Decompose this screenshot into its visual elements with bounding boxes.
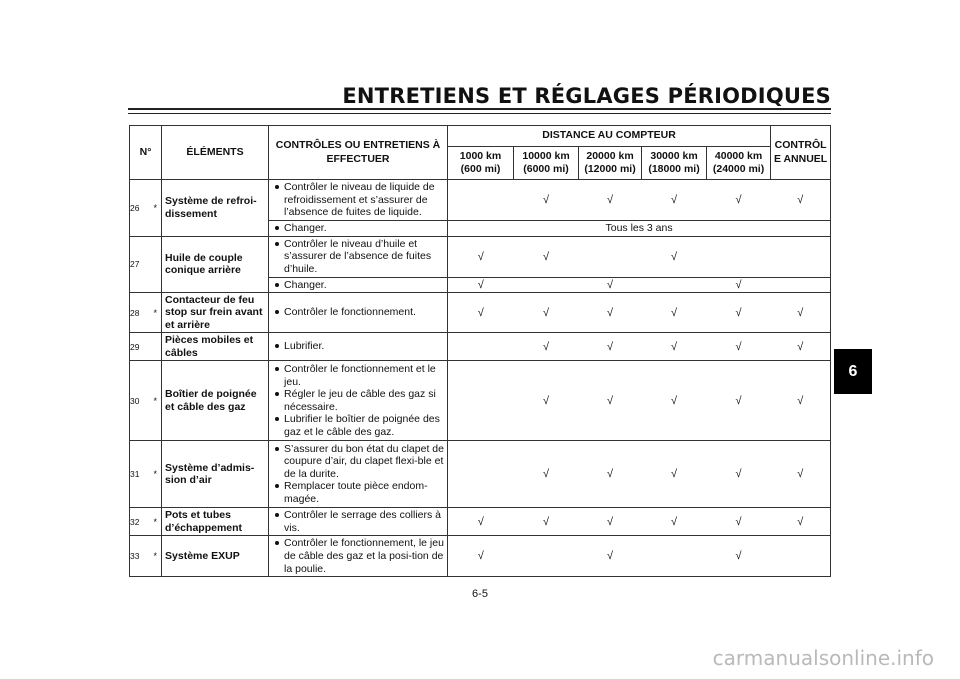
bullet-icon bbox=[275, 513, 279, 517]
header-distance-1: 1000 km (600 mi) bbox=[448, 147, 514, 180]
check-cell: √ bbox=[707, 536, 771, 577]
table-row bbox=[130, 361, 831, 441]
check-cell: √ bbox=[514, 180, 579, 221]
bullet-icon bbox=[275, 310, 279, 314]
check-cell: √ bbox=[579, 441, 642, 508]
check-cell bbox=[579, 236, 642, 277]
check-cell bbox=[771, 277, 831, 293]
table-row bbox=[130, 236, 831, 277]
row-element: Pots et tubes d’échappement bbox=[162, 508, 269, 536]
check-cell: √ bbox=[579, 293, 642, 333]
check-cell bbox=[448, 333, 514, 361]
check-cell: √ bbox=[771, 361, 831, 441]
check-cell bbox=[514, 277, 579, 293]
table-row bbox=[130, 293, 831, 333]
table-row bbox=[130, 180, 831, 221]
check-cell bbox=[448, 361, 514, 441]
bullet-icon bbox=[275, 367, 279, 371]
header-actions: CONTRÔLES OU ENTRETIENS À EFFECTUER bbox=[269, 126, 448, 180]
check-cell: √ bbox=[707, 333, 771, 361]
header-distance-3: 20000 km (12000 mi) bbox=[579, 147, 642, 180]
table-row bbox=[130, 508, 831, 536]
check-cell: √ bbox=[707, 508, 771, 536]
check-cell: √ bbox=[579, 180, 642, 221]
row-element: Système EXUP bbox=[162, 536, 269, 577]
row-number: 30 bbox=[130, 361, 150, 441]
check-cell: √ bbox=[707, 293, 771, 333]
check-cell: √ bbox=[579, 333, 642, 361]
check-cell: √ bbox=[771, 180, 831, 221]
row-action: S’assurer du bon état du clapet de coupure d’air, du clapet flexi-ble et de la durite. Remplacer toute pièce endom-magée. bbox=[269, 441, 448, 508]
page-number: 6-5 bbox=[472, 588, 488, 600]
row-number: 33 bbox=[130, 536, 150, 577]
check-cell: √ bbox=[771, 333, 831, 361]
bullet-icon bbox=[275, 226, 279, 230]
check-cell: √ bbox=[579, 536, 642, 577]
row-element: Système de refroi-dissement bbox=[162, 180, 269, 237]
row-action: Contrôler le niveau d’huile et s’assurer de l’absence de fuites d’huile. bbox=[269, 236, 448, 277]
check-cell bbox=[707, 236, 771, 277]
header-distance: DISTANCE AU COMPTEUR bbox=[448, 126, 771, 147]
row-star: * bbox=[150, 293, 162, 333]
check-cell: √ bbox=[642, 333, 707, 361]
title-rule-thin bbox=[128, 113, 831, 114]
row-number: 28 bbox=[130, 293, 150, 333]
bullet-icon bbox=[275, 283, 279, 287]
row-element: Système d’admis-sion d’air bbox=[162, 441, 269, 508]
bullet-icon bbox=[275, 185, 279, 189]
check-cell: √ bbox=[579, 361, 642, 441]
row-action: Changer. bbox=[269, 221, 448, 237]
row-star: * bbox=[150, 180, 162, 237]
check-cell: √ bbox=[448, 536, 514, 577]
check-cell: √ bbox=[579, 508, 642, 536]
row-action: Lubrifier. bbox=[269, 333, 448, 361]
bullet-icon bbox=[275, 242, 279, 246]
check-cell: √ bbox=[771, 508, 831, 536]
section-tab[interactable]: 6 bbox=[834, 349, 872, 394]
check-cell: √ bbox=[642, 508, 707, 536]
maintenance-table bbox=[129, 125, 831, 577]
check-cell: √ bbox=[514, 236, 579, 277]
row-element: Contacteur de feu stop sur frein avant et arrière bbox=[162, 293, 269, 333]
row-action: Contrôler le serrage des colliers à vis. bbox=[269, 508, 448, 536]
header-distance-2: 10000 km (6000 mi) bbox=[514, 147, 579, 180]
check-cell: √ bbox=[642, 441, 707, 508]
header-distance-5: 40000 km (24000 mi) bbox=[707, 147, 771, 180]
check-cell bbox=[642, 536, 707, 577]
row-star bbox=[150, 236, 162, 293]
table-row bbox=[130, 333, 831, 361]
row-action: Contrôler le fonctionnement. bbox=[269, 293, 448, 333]
check-cell: √ bbox=[642, 293, 707, 333]
row-star: * bbox=[150, 361, 162, 441]
check-cell: √ bbox=[707, 361, 771, 441]
watermark-logo: carmanualsonline.info bbox=[712, 646, 934, 670]
check-cell bbox=[514, 536, 579, 577]
row-number: 32 bbox=[130, 508, 150, 536]
check-cell: √ bbox=[448, 293, 514, 333]
row-number: 26 bbox=[130, 180, 150, 237]
header-elements: ÉLÉMENTS bbox=[162, 126, 269, 180]
header-no: N° bbox=[130, 126, 162, 180]
check-cell: √ bbox=[514, 293, 579, 333]
check-cell: √ bbox=[514, 508, 579, 536]
table-row bbox=[130, 441, 831, 508]
bullet-icon bbox=[275, 484, 279, 488]
row-star: * bbox=[150, 508, 162, 536]
row-element: Huile de couple conique arrière bbox=[162, 236, 269, 293]
row-action: Contrôler le fonctionnement et le jeu. Régler le jeu de câble des gaz si nécessaire. Lubrifier le boîtier de poignée des gaz et le câble des gaz. bbox=[269, 361, 448, 441]
check-cell: √ bbox=[448, 508, 514, 536]
bullet-icon bbox=[275, 447, 279, 451]
row-element: Pièces mobiles et câbles bbox=[162, 333, 269, 361]
check-cell bbox=[771, 536, 831, 577]
row-action: Changer. bbox=[269, 277, 448, 293]
check-cell: √ bbox=[707, 277, 771, 293]
table-row bbox=[130, 536, 831, 577]
check-cell: √ bbox=[514, 441, 579, 508]
check-cell: √ bbox=[514, 361, 579, 441]
check-cell: √ bbox=[642, 236, 707, 277]
check-cell: √ bbox=[448, 277, 514, 293]
bullet-icon bbox=[275, 417, 279, 421]
row-star: * bbox=[150, 536, 162, 577]
check-cell: √ bbox=[514, 333, 579, 361]
row-number: 29 bbox=[130, 333, 150, 361]
check-cell: √ bbox=[642, 361, 707, 441]
bullet-icon bbox=[275, 392, 279, 396]
row-number: 31 bbox=[130, 441, 150, 508]
row-action: Contrôler le fonctionnement, le jeu de câble des gaz et la posi-tion de la poulie. bbox=[269, 536, 448, 577]
check-cell: √ bbox=[707, 180, 771, 221]
check-cell bbox=[771, 236, 831, 277]
check-cell: √ bbox=[771, 441, 831, 508]
row-action: Contrôler le niveau de liquide de refroidissement et s’assurer de l’absence de fuites de liquide. bbox=[269, 180, 448, 221]
title-rule-thick bbox=[128, 108, 831, 110]
row-element: Boîtier de poignée et câble des gaz bbox=[162, 361, 269, 441]
header-annual: CONTRÔL E ANNUEL bbox=[771, 126, 831, 180]
bullet-icon bbox=[275, 541, 279, 545]
page-title: ENTRETIENS ET RÉGLAGES PÉRIODIQUES bbox=[342, 84, 831, 108]
check-cell bbox=[642, 277, 707, 293]
check-cell: √ bbox=[642, 180, 707, 221]
row-star: * bbox=[150, 441, 162, 508]
check-cell: √ bbox=[707, 441, 771, 508]
check-cell bbox=[448, 441, 514, 508]
header-distance-4: 30000 km (18000 mi) bbox=[642, 147, 707, 180]
check-cell bbox=[448, 180, 514, 221]
row-number: 27 bbox=[130, 236, 150, 293]
check-cell: √ bbox=[771, 293, 831, 333]
check-cell: √ bbox=[448, 236, 514, 277]
bullet-icon bbox=[275, 344, 279, 348]
interval-text: Tous les 3 ans bbox=[448, 221, 831, 237]
check-cell: √ bbox=[579, 277, 642, 293]
row-star bbox=[150, 333, 162, 361]
